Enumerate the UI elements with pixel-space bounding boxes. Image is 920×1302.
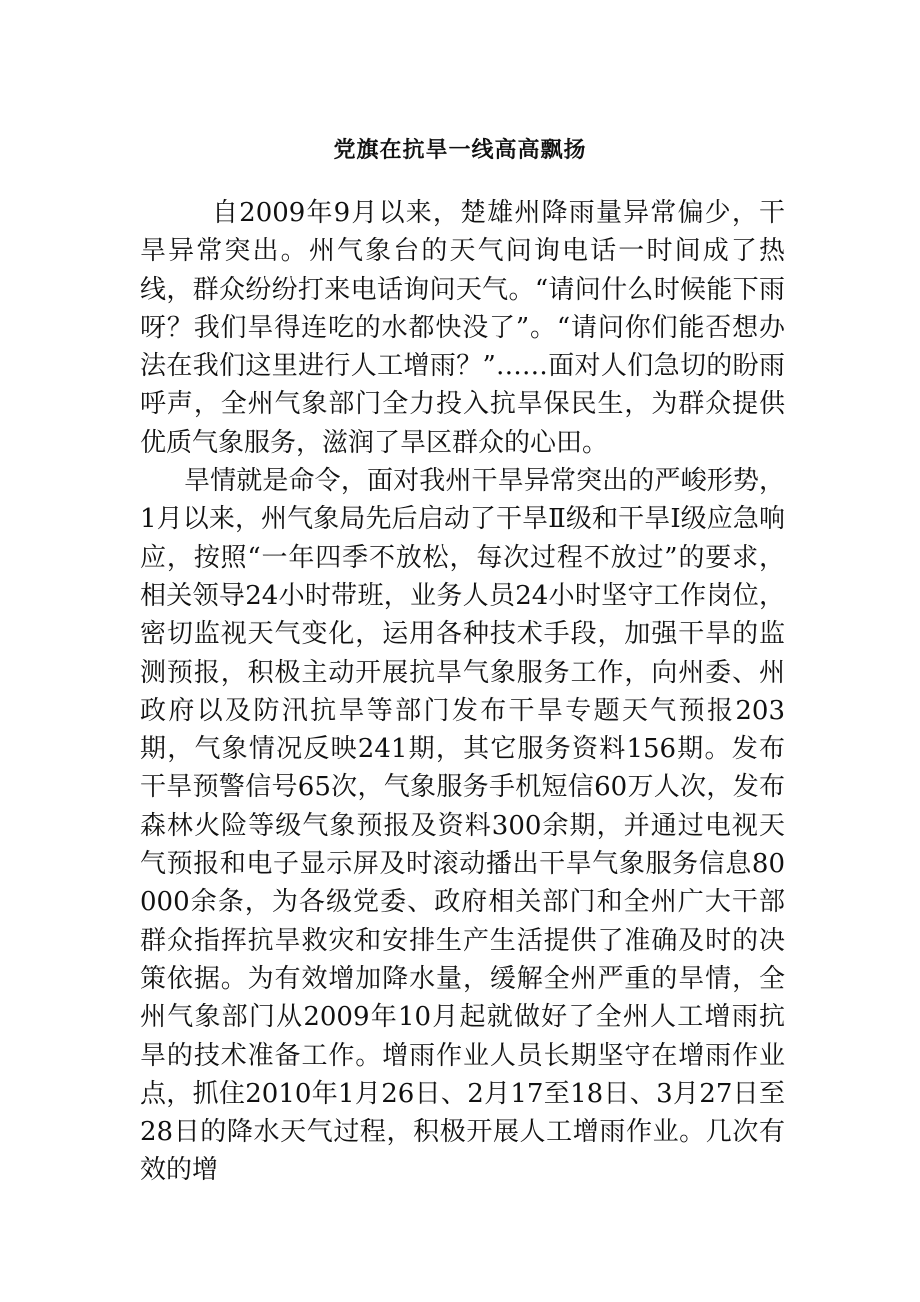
document-body (140, 194, 785, 1190)
paragraph-1: 自2009年9月以来，楚雄州降雨量异常偏少，干旱异常突出。州气象台的天气问询电话一时间成了热线，群众纷纷打来电话询问天气。“请问什么时候能下雨呀？我们旱得连吃的水都快没了”。“请问你们能否想办法在我们这里进行人工增雨？”……面对人们急切的盼雨呼声，全州气象部门全力投入抗旱保民生，为群众提供优质气象服务，滋润了旱区群众的心田。 (140, 198, 785, 458)
document-title: 党旗在抗旱一线高高飘扬 (333, 136, 587, 163)
paragraph-2: 旱情就是命令，面对我州干旱异常突出的严峻形势，1月以来，州气象局先后启动了干旱Ⅱ级和干旱Ⅰ级应急响应，按照“一年四季不放松，每次过程不放过”的要求，相关领导24小时带班，业务人员24小时坚守工作岗位，密切监视天气变化，运用各种技术手段，加强干旱的监测预报，积极主动开展抗旱气象服务工作，向州委、州政府以及防汛抗旱等部门发布干旱专题天气预报203期，气象情况反映241期，其它服务资料156期。发布干旱预警信号65次，气象服务手机短信60万人次，发布森林火险等级气象预报及资料300余期，并通过电视天气预报和电子显示屏及时滚动播出干旱气象服务信息80000余条，为各级党委、政府相关部门和全州广大干部群众指挥抗旱救灾和安排生产生活提供了准确及时的决策依据。为有效增加降水量，缓解全州严重的旱情，全州气象部门从2009年10月起就做好了全州人工增雨抗旱的技术准备工作。增雨作业人员长期坚守在增雨作业点，抓住2010年1月26日、2月17至18日、3月27日至28日的降水天气过程，积极开展人工增雨作业。几次有效的增 (140, 466, 785, 1186)
